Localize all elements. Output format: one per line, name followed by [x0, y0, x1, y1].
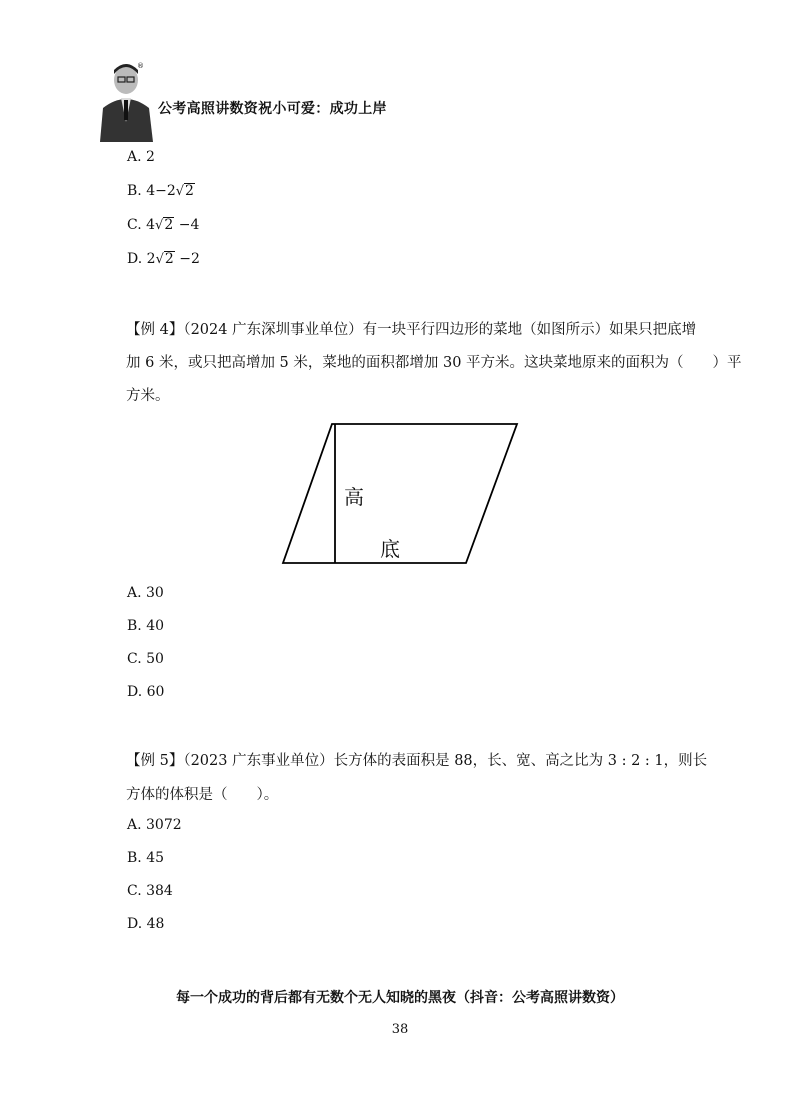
q5-option-c: C. 384	[127, 883, 173, 899]
q5-option-b: B. 45	[127, 850, 165, 866]
page-number: 38	[391, 1022, 409, 1037]
q5-option-a: A. 3072	[127, 817, 182, 833]
q4-option-d: D. 60	[127, 684, 165, 700]
q4-stem-line-2: 加 6 米，或只把高增加 5 米，菜地的面积都增加 30 平方米。这块菜地原来的面积为（ ）平	[126, 355, 742, 371]
q5-stem-line-1: 【例 5】（2023 广东事业单位）长方体的表面积是 88，长、宽、高之比为 3 : 2 : 1，则长	[126, 753, 708, 769]
header-slogan: 公考高照讲数资祝小可爱：成功上岸	[158, 101, 387, 117]
parallelogram-shape	[283, 424, 517, 563]
parallelogram-figure	[270, 415, 530, 575]
q4-stem-line-1: 【例 4】（2024 广东深圳事业单位）有一块平行四边形的菜地（如图所示）如果只把底增	[126, 322, 697, 338]
author-avatar	[95, 60, 157, 142]
q4-stem-line-3: 方米。	[126, 388, 170, 404]
base-label: 底	[380, 537, 400, 561]
footer-slogan: 每一个成功的背后都有无数个无人知晓的黑夜（抖音：公考高照讲数资）	[176, 990, 624, 1006]
height-label: 高	[344, 485, 364, 509]
q4-option-b: B. 40	[127, 618, 165, 634]
q4-option-c: C. 50	[127, 651, 164, 667]
q3-option-d: D. 2√2 −2	[127, 251, 200, 267]
q5-stem-line-2: 方体的体积是（ ）。	[126, 787, 279, 803]
q4-option-a: A. 30	[127, 585, 164, 601]
q3-option-a: A. 2	[127, 149, 155, 165]
q3-option-c: C. 4√2 −4	[127, 217, 200, 233]
q5-option-d: D. 48	[127, 916, 165, 932]
registered-mark-icon: ®	[137, 62, 144, 70]
q3-option-b: B. 4−2√2	[127, 183, 194, 199]
